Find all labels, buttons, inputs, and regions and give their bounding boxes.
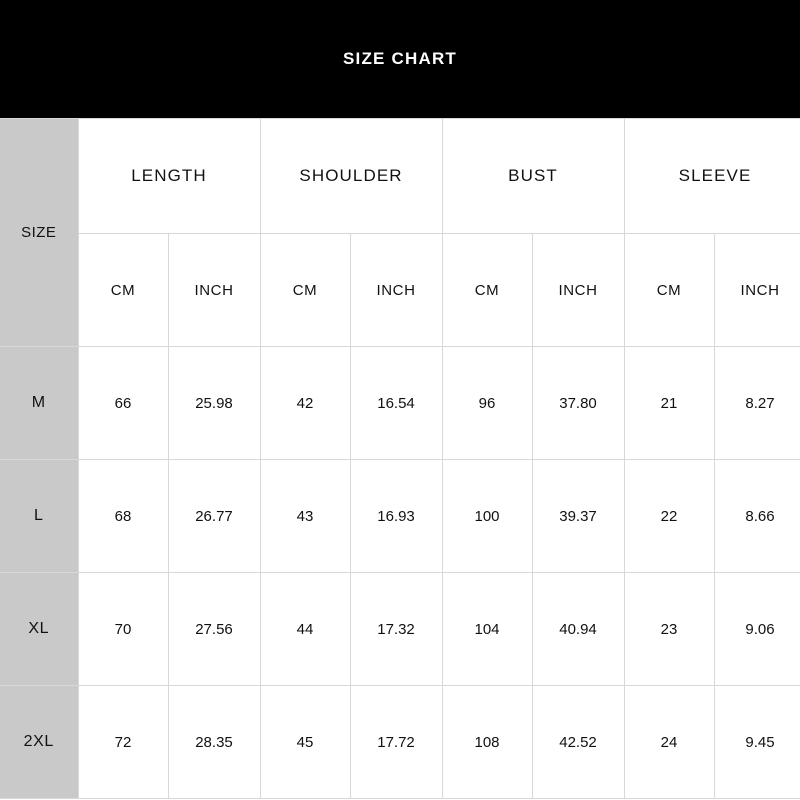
cell-shoulder-inch: 16.54 <box>350 347 442 460</box>
header-unit-shoulder-cm: CM <box>260 234 350 347</box>
header-group-shoulder: SHOULDER <box>260 119 442 234</box>
cell-sleeve-cm: 24 <box>624 686 714 799</box>
header-unit-sleeve-cm: CM <box>624 234 714 347</box>
cell-length-inch: 28.35 <box>168 686 260 799</box>
cell-bust-cm: 104 <box>442 573 532 686</box>
cell-shoulder-cm: 42 <box>260 347 350 460</box>
cell-sleeve-cm: 22 <box>624 460 714 573</box>
header-unit-bust-inch: INCH <box>532 234 624 347</box>
header-unit-sleeve-inch: INCH <box>714 234 800 347</box>
cell-shoulder-cm: 44 <box>260 573 350 686</box>
cell-bust-inch: 39.37 <box>532 460 624 573</box>
row-size-label: L <box>0 460 78 573</box>
cell-sleeve-inch: 9.45 <box>714 686 800 799</box>
header-group-bust: BUST <box>442 119 624 234</box>
cell-length-inch: 25.98 <box>168 347 260 460</box>
cell-shoulder-inch: 17.72 <box>350 686 442 799</box>
cell-shoulder-cm: 45 <box>260 686 350 799</box>
cell-length-cm: 66 <box>78 347 168 460</box>
cell-length-inch: 27.56 <box>168 573 260 686</box>
header-unit-length-cm: CM <box>78 234 168 347</box>
cell-length-inch: 26.77 <box>168 460 260 573</box>
cell-shoulder-inch: 16.93 <box>350 460 442 573</box>
cell-length-cm: 72 <box>78 686 168 799</box>
cell-shoulder-cm: 43 <box>260 460 350 573</box>
cell-length-cm: 70 <box>78 573 168 686</box>
size-chart-table <box>0 118 800 799</box>
table-row <box>0 686 800 799</box>
header-unit-bust-cm: CM <box>442 234 532 347</box>
table-row <box>0 573 800 686</box>
cell-bust-cm: 96 <box>442 347 532 460</box>
cell-sleeve-inch: 9.06 <box>714 573 800 686</box>
cell-sleeve-cm: 23 <box>624 573 714 686</box>
table-row <box>0 460 800 573</box>
cell-bust-inch: 40.94 <box>532 573 624 686</box>
table-header-row-groups <box>0 119 800 234</box>
table-header-row-units <box>0 234 800 347</box>
title-bar <box>0 0 800 118</box>
cell-bust-cm: 100 <box>442 460 532 573</box>
header-unit-length-inch: INCH <box>168 234 260 347</box>
header-group-length: LENGTH <box>78 119 260 234</box>
cell-sleeve-inch: 8.27 <box>714 347 800 460</box>
cell-bust-inch: 42.52 <box>532 686 624 799</box>
cell-sleeve-cm: 21 <box>624 347 714 460</box>
page-title: SIZE CHART <box>343 49 457 68</box>
cell-length-cm: 68 <box>78 460 168 573</box>
row-size-label: M <box>0 347 78 460</box>
header-group-sleeve: SLEEVE <box>624 119 800 234</box>
cell-shoulder-inch: 17.32 <box>350 573 442 686</box>
header-unit-shoulder-inch: INCH <box>350 234 442 347</box>
table-row <box>0 347 800 460</box>
cell-sleeve-inch: 8.66 <box>714 460 800 573</box>
row-size-label: 2XL <box>0 686 78 799</box>
cell-bust-cm: 108 <box>442 686 532 799</box>
header-size: SIZE <box>0 119 78 347</box>
row-size-label: XL <box>0 573 78 686</box>
cell-bust-inch: 37.80 <box>532 347 624 460</box>
